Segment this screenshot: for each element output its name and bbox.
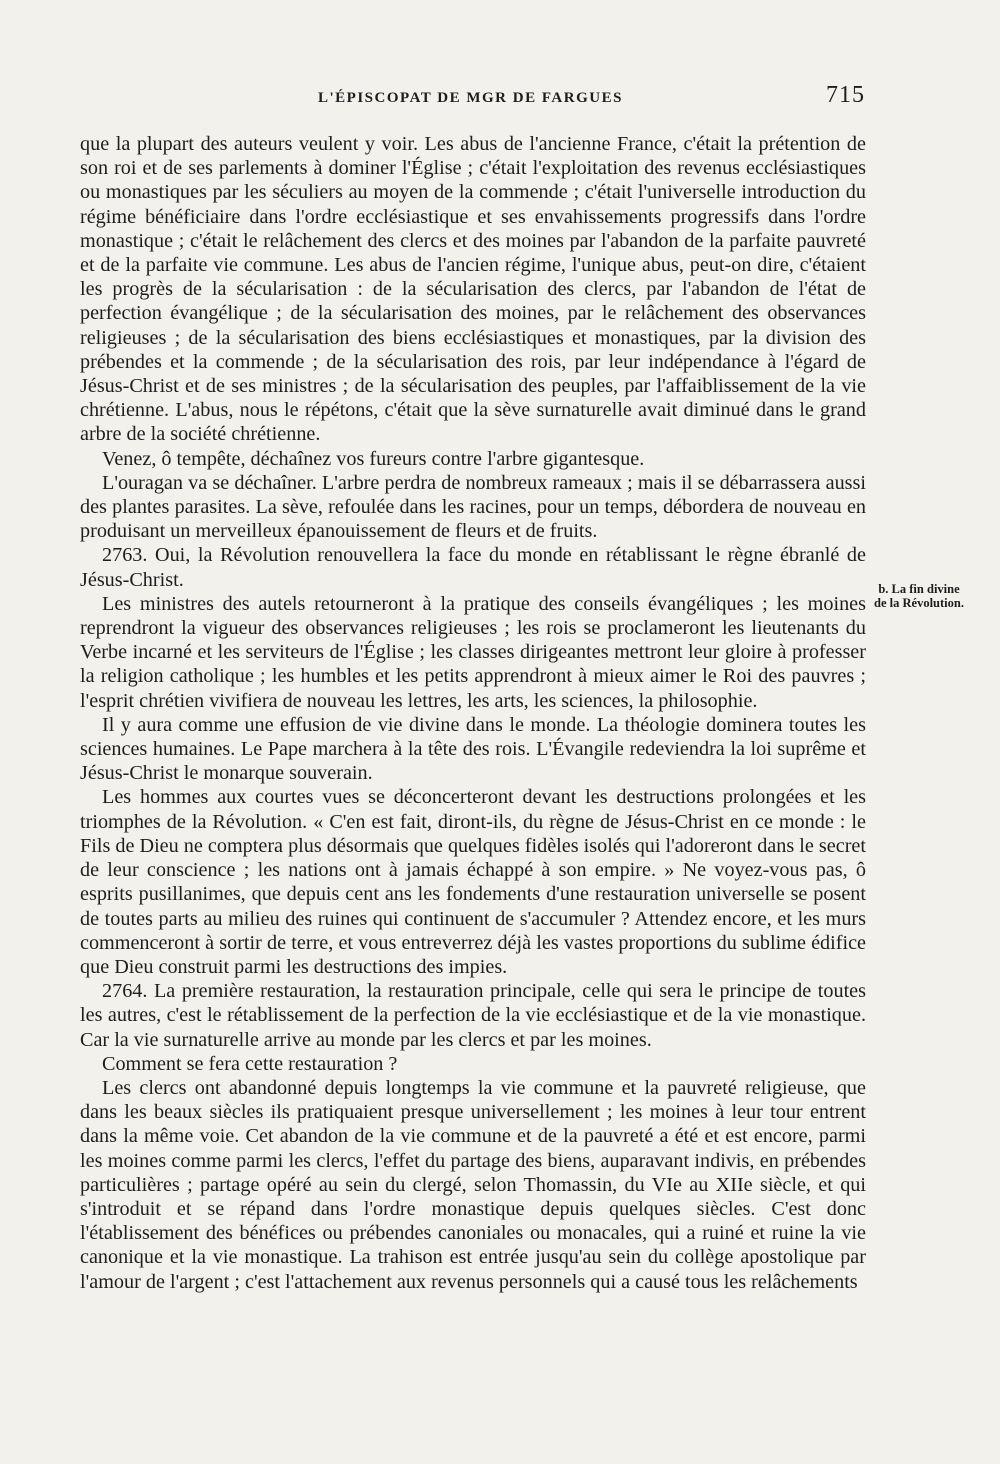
running-title: L'ÉPISCOPAT DE MGR DE FARGUES	[318, 90, 623, 106]
paragraph-8: 2764. La première restauration, la restauration principale, celle qui sera le principe de toutes les autres, c'est le rétablissement de la perfection de la vie ecclésiastique et de la vie monastique. Car la vie surnaturelle arrive au monde par les clercs et par les moines.	[80, 980, 866, 1051]
margin-note: b. La fin divine de la Révolution.	[874, 582, 964, 610]
paragraph-7: Les hommes aux courtes vues se déconcerteront devant les destructions prolongées et les triomphes de la Révolution. « C'en est fait, diront-ils, du règne de Jésus-Christ en ce monde : le Fils de Dieu ne comptera plus désormais que quelques fidèles isolés qui l'adoreront dans le secret de leur conscience ; les nations ont à jamais échappé à son empire. » Ne voyez-vous pas, ô esprits pusillanimes, que depuis cent ans les fondements d'une restauration universelle se posent de toutes parts au milieu des ruines qui continuent de s'accumuler ? Attendez encore, et les murs commenceront à sortir de terre, et vous entreverrez déjà les vastes proportions du sublime édifice que Dieu construit parmi les destructions des impies.	[80, 786, 866, 978]
paragraph-4: 2763. Oui, la Révolution renouvellera la face du monde en rétablissant le règne ébranlé de Jésus-Christ.	[80, 544, 866, 591]
main-text	[80, 132, 866, 1294]
running-header	[0, 82, 1000, 112]
paragraph-9: Comment se fera cette restauration ?	[102, 1052, 398, 1075]
paragraph-5: Les ministres des autels retourneront à la pratique des conseils évangéliques ; les moines reprendront la vigueur des observances religieuses ; les rois se proclameront les lieutenants du Verbe incarné et les serviteurs de l'Église ; les classes dirigeantes mettront leur gloire à professer la religion catholique ; les humbles et les petits apprendront à mieux aimer le Roi des pauvres ; l'esprit chrétien vivifiera de nouveau les lettres, les arts, les sciences, la philosophie.	[80, 592, 866, 712]
paragraph-10: Les clercs ont abandonné depuis longtemps la vie commune et la pauvreté religieuse, que dans les beaux siècles ils pratiquaient presque universellement ; les moines à leur tour entrent dans la même voie. Cet abandon de la vie commune et de la pauvreté a été et est encore, parmi les moines comme parmi les clercs, l'effet du partage des biens, auparavant indivis, en prébendes particulières ; partage opéré au sein du clergé, selon Thomassin, du VIe au XIIe siècle, et qui s'introduit et se répand dans l'ordre monastique depuis quelques siècles. C'est donc l'établissement des bénéfices ou prébendes canoniales ou monacales, qui a ruiné et ruine la vie canonique et la vie monastique. La trahison est entrée jusqu'au sein du collège apostolique par l'amour de l'argent ; c'est l'attachement aux revenus personnels qui a causé tous les relâchements	[80, 1076, 866, 1293]
paragraph-6: Il y aura comme une effusion de vie divine dans le monde. La théologie dominera toutes les sciences humaines. Le Pape marchera à la tête des rois. L'Évangile redeviendra la loi suprême et Jésus-Christ le monarque souverain.	[80, 713, 866, 785]
paragraph-2: Venez, ô tempête, déchaînez vos fureurs contre l'arbre gigantesque.	[102, 447, 645, 470]
page-number: 715	[826, 82, 865, 108]
paragraph-3: L'ouragan va se déchaîner. L'arbre perdra de nombreux rameaux ; mais il se débarrassera aussi des plantes parasites. La sève, refoulée dans les racines, pour un temps, débordera de nouveau en produisant un merveilleux épanouissement de fleurs et de fruits.	[80, 471, 866, 543]
paragraph-1: que la plupart des auteurs veulent y voir. Les abus de l'ancienne France, c'était la prétention de son roi et de ses parlements à dominer l'Église ; c'était l'exploitation des revenus ecclésiastiques ou monastiques par les séculiers au moyen de la commende ; c'était l'universelle introduction du régime bénéficiaire dans l'ordre ecclésiastique et ses envahissements progressifs dans l'ordre monastique ; c'était le relâchement des clercs et des moines par l'abandon de la parfaite pauvreté et de la parfaite vie commune. Les abus de l'ancien régime, l'unique abus, peut-on dire, c'étaient les progrès de la sécularisation : de la sécularisation des clercs, par l'abandon de l'état de perfection évangélique ; de la sécularisation des moines, par le relâchement des observances religieuses ; de la sécularisation des biens ecclésiastiques et monastiques, par la division des prébendes et la commende ; de la sécularisation des rois, par leur indépendance à l'égard de Jésus-Christ et de ses ministres ; de la sécularisation des peuples, par l'affaiblissement de la vie chrétienne. L'abus, nous le répétons, c'était que la sève surnaturelle avait diminué dans le grand arbre de la société chrétienne.	[80, 133, 866, 446]
